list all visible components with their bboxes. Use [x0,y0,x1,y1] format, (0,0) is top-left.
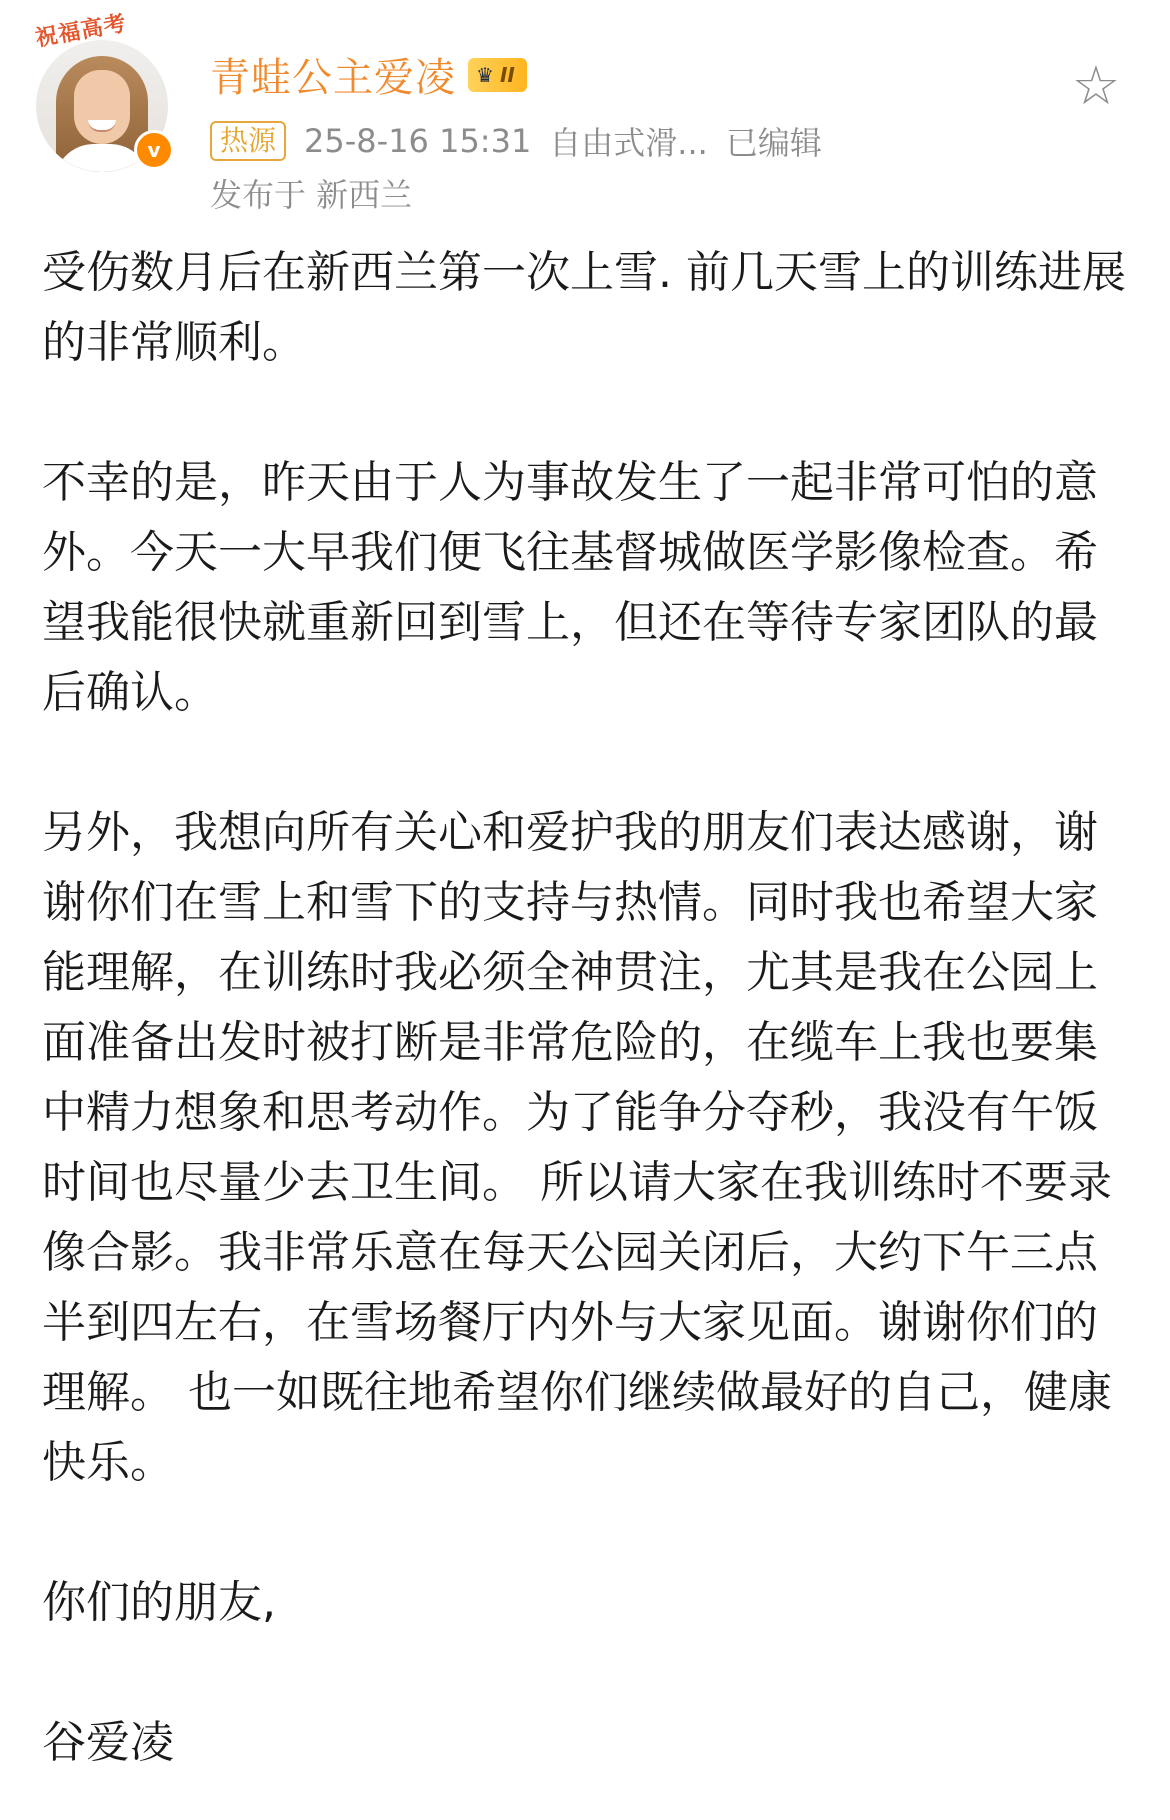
post-body [42,238,1132,1778]
post-meta [210,118,822,164]
post-timestamp: 25-8-16 15:31 [304,122,532,160]
level-label: II [499,62,515,87]
post-paragraph-1: 受伤数月后在新西兰第一次上雪. 前几天雪上的训练进展的非常顺利。 [42,247,1126,368]
user-level-badge[interactable] [468,58,527,92]
edited-label[interactable]: 已编辑 [725,124,822,162]
hot-source-tag[interactable]: 热源 [210,121,286,161]
avatar[interactable] [33,11,168,172]
post-header [0,0,1170,232]
username[interactable]: 青蛙公主爱凌 [210,55,456,101]
post-signoff: 你们的朋友, [42,1577,276,1628]
crown-icon: ♛ [476,62,494,87]
star-outline-icon[interactable]: ☆ [1071,54,1121,117]
avatar-event-badge: 祝福高考 [33,11,129,52]
post-source[interactable]: 自由式滑... [549,124,708,162]
post-paragraph-3: 另外，我想向所有关心和爱护我的朋友们表达感谢，谢谢你们在雪上和雪下的支持与热情。同时我也希望大家能理解，在训练时我必须全神贯注，尤其是我在公园上面准备出发时被打断是非常危险的，在缆车上我也要集中精力想象和思考动作。为了能争分夺秒，我没有午饭时间也尽量少去卫生间。 所以请大家在我训练时不要录像合影。我非常乐意在每天公园关闭后，大约下午三点半到四左右，在雪场餐厅内外与大家见面。谢谢你们的理解。 也一如既往地希望你们继续做最好的自己，健康快乐。 [42,807,1112,1488]
post-signature: 谷爱凌 [42,1717,174,1768]
post-location: 发布于 新西兰 [210,176,413,214]
name-row [210,46,527,103]
post-paragraph-2: 不幸的是，昨天由于人为事故发生了一起非常可怕的意外。今天一大早我们便飞往基督城做医学影像检查。希望我能很快就重新回到雪上，但还在等待专家团队的最后确认。 [42,457,1098,718]
verified-badge-icon: v [134,130,174,170]
